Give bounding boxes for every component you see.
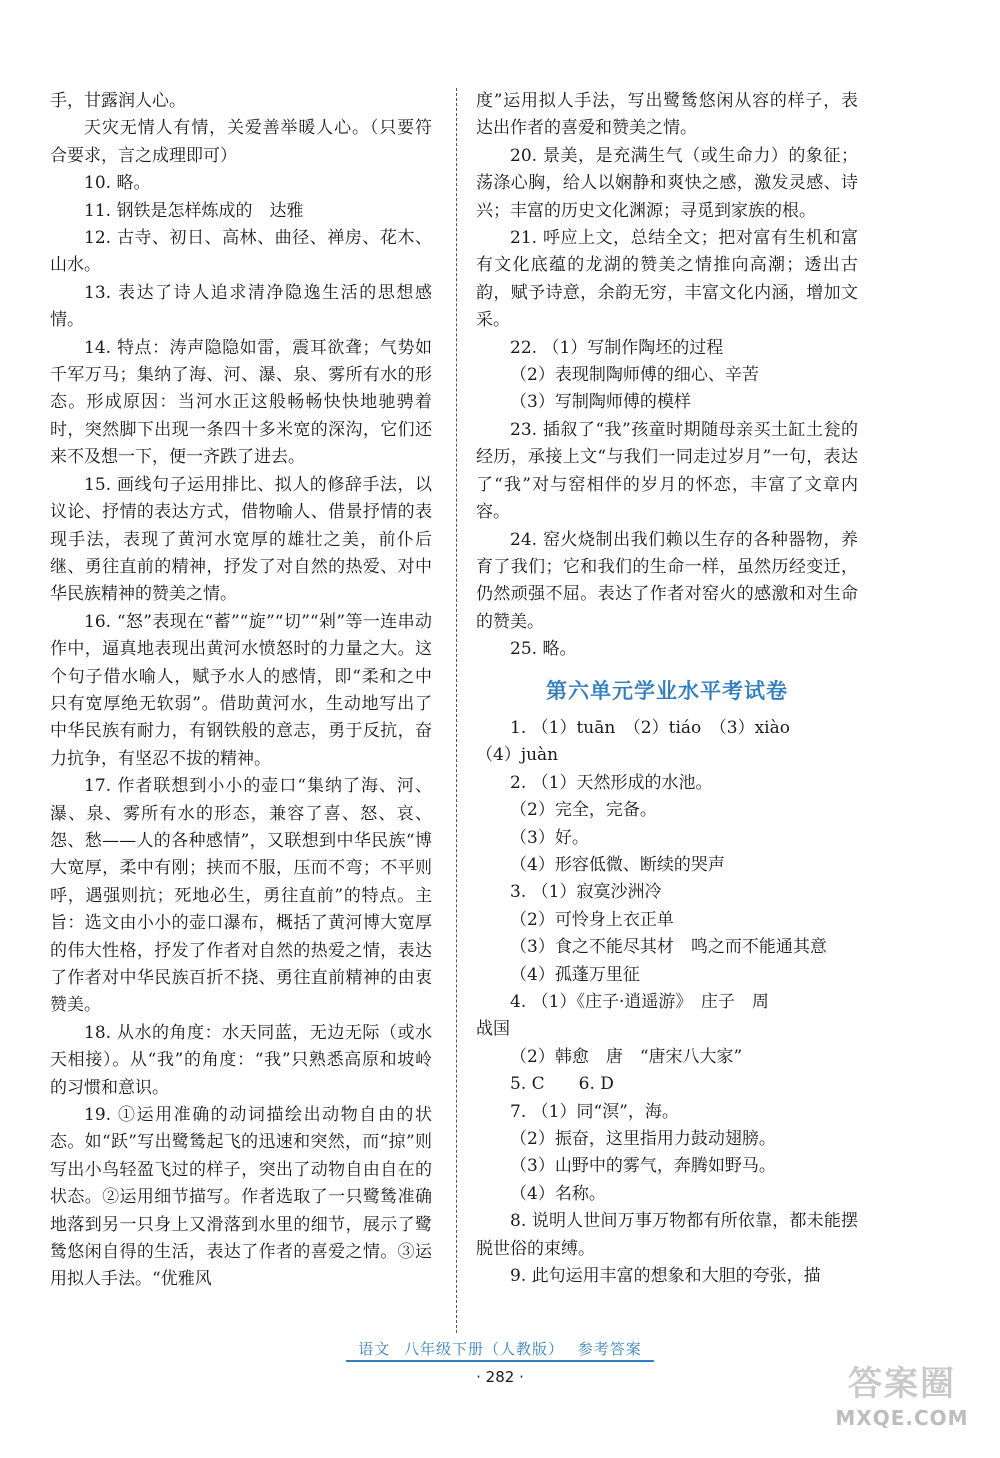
answer-paragraph: 2. （1）天然形成的水池。 [510, 772, 713, 793]
answer-paragraph: （2）可怜身上衣正单 [510, 909, 674, 930]
footer-grade: 八年级下册（人教版） [403, 1340, 564, 1358]
answer-paragraph: 18. 从水的角度：水天同蓝，无边无际（或水天相接）。从“我”的角度：“我”只熟悉高原和坡岭的习惯和意识。 [50, 1022, 432, 1098]
page-number: · 282 · [476, 1368, 524, 1386]
answer-paragraph: 5. C 6. D [510, 1074, 614, 1095]
answer-paragraph: 23. 插叙了“我”孩童时期随母亲买土缸土瓮的经历，承接上文“与我们一同走过岁月”一句，表达了“我”对与窑相伴的岁月的怀恋，丰富了文章内容。 [476, 419, 858, 523]
answer-paragraph: 1. （1）tuān （2）tiáo （3）xiào [510, 717, 790, 738]
right-column-top [476, 88, 858, 664]
footer-label: 参考答案 [577, 1340, 642, 1358]
footer-book-info [0, 1338, 1000, 1362]
book-info-underline [346, 1338, 654, 1362]
watermark-url: MXQE.COM [835, 1406, 969, 1430]
answer-paragraph: （4）形容低微、断续的哭声 [510, 854, 725, 875]
answer-paragraph: 3. （1）寂寞沙洲冷 [510, 882, 662, 903]
right-column [476, 88, 858, 1290]
footer-subject: 语文 [358, 1340, 391, 1358]
answer-paragraph: 21. 呼应上文，总结全文；把对富有生机和富有文化底蕴的龙湖的赞美之情推向高潮；透出古韵，赋予诗意，余韵无穷，丰富文化内涵，增加文采。 [476, 228, 858, 331]
column-divider [456, 88, 457, 1333]
left-column [50, 88, 432, 1294]
answer-paragraph: （2）表现制陶师傅的细心、辛苦 [510, 365, 759, 386]
answer-paragraph: 16. “怒”表现在“蓄”“旋”“切”“剁”等一连串动作中，逼真地表现出黄河水愤怒时的力量之大。这个句子借水喻人，赋予水人的感情，即“柔和之中只有宽厚绝无软弱”。借助黄河水，生动地写出了中华民族有耐力，有钢铁般的意志，勇于反抗，奋力抗争，有坚忍不拔的精神。 [50, 611, 432, 769]
answer-paragraph: 13. 表达了诗人追求清净隐逸生活的思想感情。 [50, 282, 432, 331]
answer-paragraph: 25. 略。 [510, 639, 577, 660]
answer-paragraph: 手，甘露润人心。 [50, 91, 186, 111]
answer-paragraph: （3）食之不能尽其材 鸣之而不能通其意 [510, 937, 827, 958]
answer-paragraph: 7. （1）同“溟”，海。 [510, 1101, 679, 1122]
answer-paragraph: 度”运用拟人手法，写出鹭鸶悠闲从容的样子，表达出作者的喜爱和赞美之情。 [476, 91, 858, 139]
answer-paragraph: （4）孤蓬万里征 [510, 964, 640, 985]
answer-paragraph: 22. （1）写制作陶坯的过程 [510, 337, 724, 358]
answer-paragraph: （2）完全，完备。 [510, 800, 657, 821]
answer-paragraph: （2）振奋，这里指用力鼓动翅膀。 [510, 1129, 776, 1150]
watermark [812, 1362, 992, 1452]
answer-paragraph: 战国 [476, 1019, 510, 1040]
answer-paragraph: 14. 特点：涛声隐隐如雷，震耳欲聋；气势如千军万马；集纳了海、河、瀑、泉、雾所有水的形态。形成原因：当河水正这般畅畅快快地驰骋着时，突然脚下出现一条四十多米宽的深沟，它们还来不及想一下，便一齐跌了进去。 [50, 337, 432, 468]
answer-paragraph: 10. 略。 [84, 173, 151, 194]
watermark-logo: 答案圈 [848, 1364, 956, 1404]
answer-paragraph: （3）山野中的雾气，奔腾如野马。 [510, 1156, 776, 1177]
answer-paragraph: （2）韩愈 唐 “唐宋八大家” [510, 1046, 743, 1067]
answer-paragraph: 15. 画线句子运用排比、拟人的修辞手法，以议论、抒情的表达方式，借物喻人、借景抒情的表现手法，表现了黄河水宽厚的雄壮之美，前仆后继、勇往直前的精神，抒发了对自然的热爱、对中华民族精神的赞美之情。 [50, 474, 432, 605]
answer-paragraph: （3）好。 [510, 827, 589, 848]
answer-paragraph: （3）写制陶师傅的模样 [510, 392, 691, 413]
answer-paragraph: 9. 此句运用丰富的想象和大胆的夸张，描 [510, 1266, 821, 1287]
answer-paragraph: （4）名称。 [510, 1183, 606, 1204]
answer-paragraph: 天灾无情人有情，关爱善举暖人心。（只要符合要求，言之成理即可） [50, 118, 432, 166]
answer-paragraph: 11. 钢铁是怎样炼成的 达雅 [84, 200, 304, 221]
answer-paragraph: 20. 景美，是充满生气（或生命力）的象征；荡涤心胸，给人以娴静和爽快之感，激发灵感、诗兴；丰富的历史文化渊源；寻觅到家族的根。 [476, 145, 858, 221]
right-column-bottom [476, 715, 858, 1291]
answer-paragraph: 17. 作者联想到小小的壶口“集纳了海、河、瀑、泉、雾所有水的形态，兼容了喜、怒、哀、怨、愁——人的各种感情”，又联想到中华民族“博大宽厚，柔中有刚；挟而不服，压而不弯；不平则呼，遇强则抗；死地必生，勇往直前”的特点。主旨：选文由小小的壶口瀑布，概括了黄河博大宽厚的伟大性格，抒发了作者对自然的热爱之情，表达了作者对中华民族百折不挠、勇往直前精神的由衷赞美。 [50, 776, 432, 1016]
answer-paragraph: 24. 窑火烧制出我们赖以生存的各种器物，养育了我们；它和我们的生命一样，虽然历经变迁，仍然顽强不屈。表达了作者对窑火的感激和对生命的赞美。 [476, 529, 858, 632]
section-title: 第六单元学业水平考试卷 [546, 678, 788, 703]
answer-paragraph: 19. ①运用准确的动词描绘出动物自由的状态。如“跃”写出鹭鸶起飞的迅速和突然，而“掠”则写出小鸟轻盈飞过的样子，突出了动物自由自在的状态。②运用细节描写。作者选取了一只鹭鸶准确地落到另一只身上又滑落到水里的细节，展示了鹭鸶悠闲自得的生活，表达了作者的喜爱之情。③运用拟人手法。“优雅风 [50, 1105, 432, 1290]
answer-paragraph: 4. （1）《庄子·逍遥游》 庄子 周 [510, 992, 769, 1012]
answer-paragraph: 12. 古寺、初日、高林、曲径、禅房、花木、山水。 [50, 228, 432, 276]
answer-paragraph: （4）juàn [476, 745, 559, 766]
answer-paragraph: 8. 说明人世间万事万物都有所依靠，都未能摆脱世俗的束缚。 [476, 1211, 858, 1259]
